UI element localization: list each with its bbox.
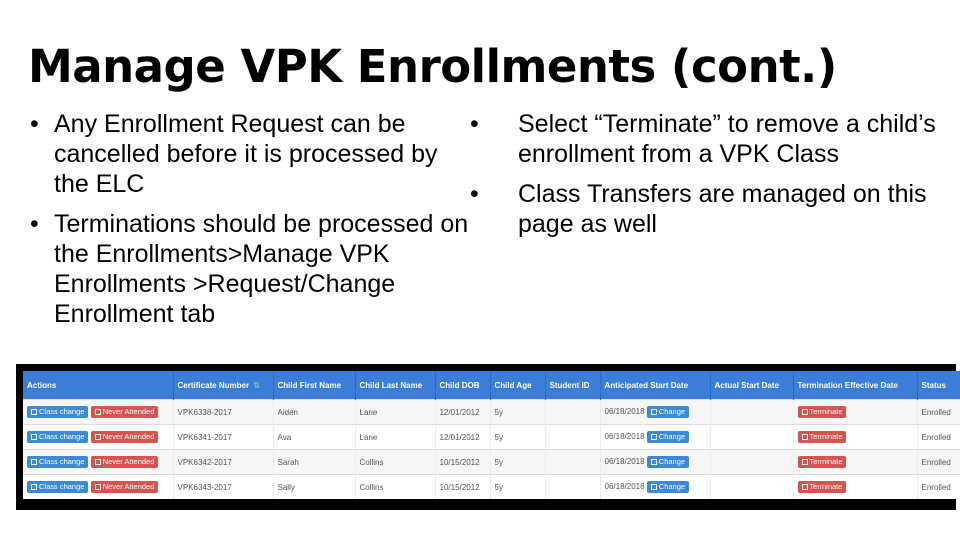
table-cell: [545, 475, 600, 500]
table-cell: [273, 450, 355, 475]
bullet-item: [470, 179, 940, 239]
table-cell: [545, 425, 600, 450]
column-header[interactable]: [173, 371, 273, 400]
terminate-label: Terminate: [809, 432, 843, 441]
edit-icon: [802, 434, 808, 440]
table-cell: [917, 450, 960, 475]
status-text: Enrolled: [921, 457, 951, 467]
status-text: Enrolled: [921, 482, 951, 492]
bullet-icon: •: [30, 210, 39, 238]
bullet-icon: •: [470, 110, 479, 138]
certificate-number: VPK6338-2017: [177, 407, 232, 417]
terminate-label: Terminate: [809, 407, 843, 416]
table-cell: [545, 400, 600, 425]
edit-icon: [31, 409, 37, 415]
bullet-text: Any Enrollment Request can be cancelled before it is processed by the ELC: [54, 110, 438, 198]
column-header-label: Certificate Number: [177, 380, 250, 390]
child-dob: 12/01/2012: [439, 407, 480, 417]
column-header[interactable]: Child Age: [490, 371, 545, 400]
certificate-number: VPK6341-2017: [177, 432, 232, 442]
child-age: 5y: [494, 407, 503, 417]
change-button[interactable]: [647, 431, 689, 443]
terminate-button[interactable]: [798, 456, 847, 468]
class-change-button[interactable]: [27, 431, 88, 443]
right-bullet-list: [470, 109, 940, 249]
column-header[interactable]: Student ID: [545, 371, 600, 400]
child-first-name: Aiden: [277, 407, 298, 417]
class-change-button[interactable]: [27, 406, 88, 418]
table-cell: [173, 475, 273, 500]
bullet-text: Select “Terminate” to remove a child’s enrollment from a VPK Class: [518, 110, 936, 168]
table-cell: [490, 400, 545, 425]
anticipated-start-date: 06/18/2018: [604, 482, 645, 492]
class-change-label: Class change: [39, 457, 85, 466]
edit-icon: [651, 409, 657, 415]
column-header[interactable]: Anticipated Start Date: [600, 371, 710, 400]
table-row: [23, 450, 960, 475]
table-cell: [917, 475, 960, 500]
table-cell: [355, 425, 435, 450]
never-attended-button[interactable]: [91, 431, 159, 443]
never-attended-label: Never Attended: [102, 432, 155, 441]
status-text: Enrolled: [921, 407, 951, 417]
bullet-item: [30, 209, 470, 329]
sort-icon[interactable]: ⇅: [253, 380, 260, 390]
child-first-name: Ava: [277, 432, 292, 442]
terminate-button[interactable]: [798, 406, 847, 418]
remove-icon: [95, 409, 101, 415]
table-cell: [793, 425, 917, 450]
never-attended-button[interactable]: [91, 481, 159, 493]
change-button[interactable]: [647, 406, 689, 418]
column-header[interactable]: Child DOB: [435, 371, 490, 400]
table-cell: [490, 425, 545, 450]
table-cell: [435, 475, 490, 500]
terminate-button[interactable]: [798, 481, 847, 493]
table-cell: [710, 450, 793, 475]
slide-title: Manage VPK Enrollments (cont.): [28, 40, 837, 93]
edit-icon: [651, 459, 657, 465]
change-button[interactable]: [647, 456, 689, 468]
bullet-text: Class Transfers are managed on this page as well: [518, 180, 927, 238]
child-dob: 10/15/2012: [439, 457, 480, 467]
table-cell: [273, 425, 355, 450]
change-label: Change: [658, 407, 686, 416]
remove-icon: [95, 459, 101, 465]
child-last-name: Lane: [359, 407, 378, 417]
edit-icon: [651, 434, 657, 440]
change-label: Change: [658, 482, 686, 491]
child-age: 5y: [494, 482, 503, 492]
table-cell: [355, 450, 435, 475]
table-cell: [23, 425, 173, 450]
table-body: [23, 400, 960, 500]
class-change-label: Class change: [39, 482, 85, 491]
bullet-icon: •: [470, 180, 479, 208]
left-bullet-list: [30, 109, 470, 339]
never-attended-label: Never Attended: [102, 482, 155, 491]
column-header[interactable]: Actions: [23, 371, 173, 400]
column-header[interactable]: Child First Name: [273, 371, 355, 400]
bullet-icon: •: [30, 110, 39, 138]
table-cell: [23, 475, 173, 500]
column-header[interactable]: Child Last Name: [355, 371, 435, 400]
remove-icon: [95, 484, 101, 490]
table-cell: [23, 400, 173, 425]
table-cell: [355, 475, 435, 500]
table-cell: [600, 450, 710, 475]
table-cell: [273, 400, 355, 425]
edit-icon: [802, 409, 808, 415]
table-cell: [545, 450, 600, 475]
enrollments-screenshot: [16, 364, 956, 510]
change-label: Change: [658, 457, 686, 466]
edit-icon: [31, 484, 37, 490]
child-dob: 10/15/2012: [439, 482, 480, 492]
never-attended-button[interactable]: [91, 456, 159, 468]
table-cell: [710, 425, 793, 450]
anticipated-start-date: 06/18/2018: [604, 432, 645, 442]
edit-icon: [802, 459, 808, 465]
edit-icon: [802, 484, 808, 490]
table-cell: [173, 450, 273, 475]
never-attended-label: Never Attended: [102, 457, 155, 466]
table-cell: [490, 475, 545, 500]
table-cell: [273, 475, 355, 500]
child-last-name: Collins: [359, 482, 384, 492]
child-last-name: Collins: [359, 457, 384, 467]
table-cell: [23, 450, 173, 475]
table-row: [23, 400, 960, 425]
table-cell: [917, 400, 960, 425]
never-attended-button[interactable]: [91, 406, 159, 418]
enrollments-table: [23, 371, 960, 499]
table-cell: [355, 400, 435, 425]
table-cell: [173, 425, 273, 450]
bullet-item: [30, 109, 470, 199]
child-last-name: Lane: [359, 432, 378, 442]
column-header[interactable]: Status: [917, 371, 960, 400]
certificate-number: VPK6342-2017: [177, 457, 232, 467]
terminate-button[interactable]: [798, 431, 847, 443]
table-row: [23, 475, 960, 500]
table-cell: [917, 425, 960, 450]
class-change-label: Class change: [39, 432, 85, 441]
child-dob: 12/01/2012: [439, 432, 480, 442]
table-cell: [435, 400, 490, 425]
column-header[interactable]: Termination Effective Date: [793, 371, 917, 400]
table-cell: [710, 475, 793, 500]
table-cell: [435, 450, 490, 475]
child-first-name: Sally: [277, 482, 295, 492]
child-age: 5y: [494, 432, 503, 442]
class-change-button[interactable]: [27, 456, 88, 468]
table-cell: [600, 475, 710, 500]
child-age: 5y: [494, 457, 503, 467]
anticipated-start-date: 06/18/2018: [604, 457, 645, 467]
table-cell: [710, 400, 793, 425]
table-cell: [490, 450, 545, 475]
change-label: Change: [658, 432, 686, 441]
change-button[interactable]: [647, 481, 689, 493]
certificate-number: VPK6343-2017: [177, 482, 232, 492]
terminate-label: Terminate: [809, 457, 843, 466]
table-cell: [793, 400, 917, 425]
never-attended-label: Never Attended: [102, 407, 155, 416]
table-cell: [600, 425, 710, 450]
terminate-label: Terminate: [809, 482, 843, 491]
column-header[interactable]: Actual Start Date: [710, 371, 793, 400]
table-cell: [793, 475, 917, 500]
edit-icon: [31, 434, 37, 440]
child-first-name: Sarah: [277, 457, 299, 467]
table-cell: [435, 425, 490, 450]
table-cell: [173, 400, 273, 425]
table-row: [23, 425, 960, 450]
table-cell: [793, 450, 917, 475]
table-cell: [600, 400, 710, 425]
class-change-label: Class change: [39, 407, 85, 416]
class-change-button[interactable]: [27, 481, 88, 493]
remove-icon: [95, 434, 101, 440]
bullet-item: [470, 109, 940, 169]
table-header-row: [23, 371, 960, 400]
status-text: Enrolled: [921, 432, 951, 442]
bullet-text: Terminations should be processed on the Enrollments>Manage VPK Enrollments >Request/Change Enrollment tab: [54, 210, 469, 328]
edit-icon: [31, 459, 37, 465]
edit-icon: [651, 484, 657, 490]
anticipated-start-date: 06/18/2018: [604, 407, 645, 417]
